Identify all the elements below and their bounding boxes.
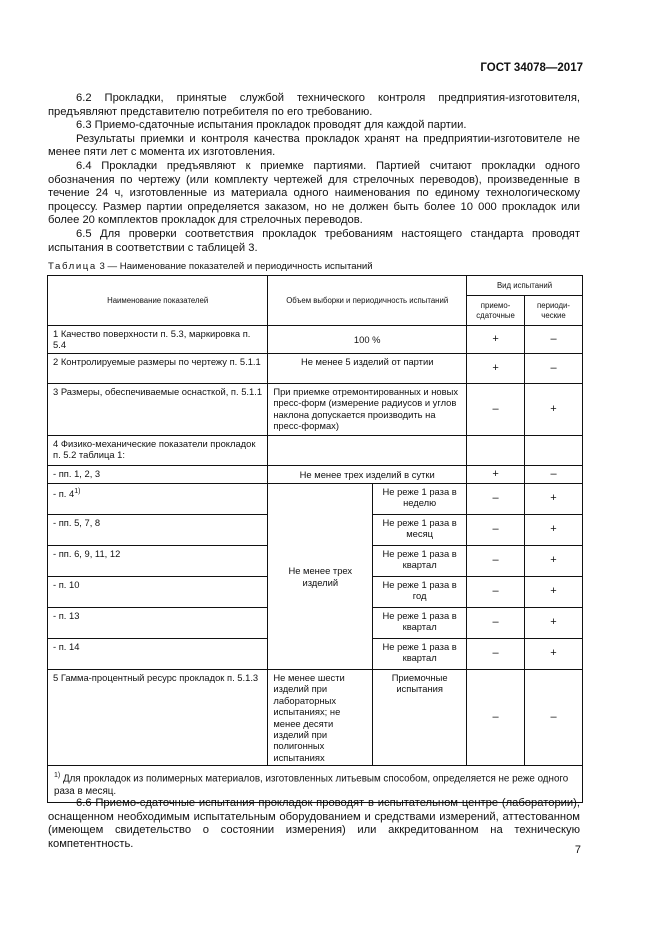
table-row [48, 436, 583, 466]
row4-volume-empty [268, 436, 467, 466]
paragraph-results: Результаты приемки и контроля качества прокладок хранят на предприятии-изготовителе не менее пяти лет с момента их изготовления. [48, 132, 580, 159]
footnote-ref: 1) [74, 488, 81, 495]
table-3 [47, 275, 583, 803]
row4b-acceptance: – [467, 484, 525, 515]
row2-volume: Не менее 5 изделий от партии [268, 354, 467, 384]
row4g-acceptance: – [467, 639, 525, 670]
row4-periodic-empty [525, 436, 583, 466]
header-periodic: периоди-ческие [525, 296, 583, 326]
row4d-periodic: + [525, 546, 583, 577]
row5-volume: Не менее шести изделий при лабораторных испытаниях; не менее десяти изделий при полигонных испытаниях [268, 670, 373, 766]
table-caption-label: Таблица [48, 261, 97, 272]
row4-name: 4 Физико-механические показатели прокладок п. 5.2 таблица 1: [48, 436, 268, 466]
table-row [48, 384, 583, 436]
paragraph-6-4: 6.4 Прокладки предъявляют к приемке партиями. Партией считают прокладки одного обозначения по чертежу (или комплекту чертежей для стрелочных переводов), произведенные в течение 24 ч, изготовленные из материала одного наименования по единому технологическому процессу. Размер партии определяется заказом, но не должен быть более 10 000 прокладок или более 20 комплектов прокладок для стрелочных переводов. [48, 159, 580, 227]
table-caption [48, 261, 373, 272]
row3-name: 3 Размеры, обеспечиваемые оснасткой, п. 5.1.1 [48, 384, 268, 436]
row4f-frequency: Не реже 1 раза в квартал [373, 608, 467, 639]
footnote-mark: 1) [54, 772, 61, 780]
row4d-frequency: Не реже 1 раза в квартал [373, 546, 467, 577]
merged-volume: Не менее трех изделий [268, 484, 373, 670]
row4d-name: - пп. 6, 9, 11, 12 [48, 546, 268, 577]
row3-volume: При приемке отремонтированных и новых пресс-форм (измерение радиусов и углов наклона допускается производить на пресс-формах) [268, 384, 467, 436]
row4a-periodic: – [525, 466, 583, 484]
row3-periodic: + [525, 384, 583, 436]
row5-acceptance: – [467, 670, 525, 766]
table-row [48, 670, 583, 766]
row4e-name: - п. 10 [48, 577, 268, 608]
row5-name: 5 Гамма-процентный ресурс прокладок п. 5.1.3 [48, 670, 268, 766]
row5-frequency: Приемочные испытания [373, 670, 467, 766]
row4f-periodic: + [525, 608, 583, 639]
table-row [48, 354, 583, 384]
row1-acceptance: + [467, 326, 525, 354]
row4a-acceptance: + [467, 466, 525, 484]
row4b-periodic: + [525, 484, 583, 515]
row4e-frequency: Не реже 1 раза в год [373, 577, 467, 608]
row4c-acceptance: – [467, 515, 525, 546]
table-row [48, 484, 583, 515]
header-volume: Объем выборки и периодичность испытаний [268, 276, 467, 326]
row4g-name: - п. 14 [48, 639, 268, 670]
page-number: 7 [574, 844, 581, 856]
row4g-periodic: + [525, 639, 583, 670]
document-header: ГОСТ 34078—2017 [480, 62, 583, 74]
row4b-name-text: - п. 4 [53, 488, 75, 500]
paragraph-6-6: 6.6 Приемо-сдаточные испытания прокладок проводят в испытательном центре (лаборатории), оснащенном необходимым испытательным оборудованием и средствами измерений, аттестованном (имеющем свидетельство о состоянии измерения) или аккредитованном на техническую компетентность. [48, 797, 580, 850]
row4c-periodic: + [525, 515, 583, 546]
row1-volume: 100 % [268, 326, 467, 354]
row4f-acceptance: – [467, 608, 525, 639]
row1-periodic: – [525, 326, 583, 354]
row4g-frequency: Не реже 1 раза в квартал [373, 639, 467, 670]
header-kind: Вид испытаний [467, 276, 583, 296]
header-name: Наименование показателей [48, 276, 268, 326]
table-row [48, 466, 583, 484]
row2-periodic: – [525, 354, 583, 384]
row2-name: 2 Контролируемые размеры по чертежу п. 5.1.1 [48, 354, 268, 384]
header-acceptance: приемо-сдаточные [467, 296, 525, 326]
row4e-acceptance: – [467, 577, 525, 608]
paragraph-6-5: 6.5 Для проверки соответствия прокладок требованиям настоящего стандарта проводят испытания в соответствии с таблицей 3. [48, 227, 580, 254]
row4e-periodic: + [525, 577, 583, 608]
row4a-name: - пп. 1, 2, 3 [48, 466, 268, 484]
table-caption-text: 3 — Наименование показателей и периодичность испытаний [99, 261, 373, 272]
row4b-frequency: Не реже 1 раза в неделю [373, 484, 467, 515]
row1-name: 1 Качество поверхности п. 5.3, маркировка п. 5.4 [48, 326, 268, 354]
paragraph-6-3: 6.3 Приемо-сдаточные испытания прокладок проводят для каждой партии. [76, 119, 467, 132]
row4-acceptance-empty [467, 436, 525, 466]
row4c-name: - пп. 5, 7, 8 [48, 515, 268, 546]
row4d-acceptance: – [467, 546, 525, 577]
paragraph-6-2: 6.2 Прокладки, принятые службой технического контроля предприятия-изготовителя, предъявляют представителю потребителя по его требованию. [48, 92, 580, 118]
row3-acceptance: – [467, 384, 525, 436]
row4c-frequency: Не реже 1 раза в месяц [373, 515, 467, 546]
row4b-name [48, 484, 268, 515]
body-text-bottom [48, 797, 580, 851]
body-text-top [48, 92, 580, 255]
table-row [48, 326, 583, 354]
row5-periodic: – [525, 670, 583, 766]
row4a-volume: Не менее трех изделий в сутки [268, 466, 467, 484]
footnote-text: Для прокладок из полимерных материалов, изготовленных литьевым способом, определяется не реже одного раза в месяц. [54, 773, 569, 797]
row4f-name: - п. 13 [48, 608, 268, 639]
row2-acceptance: + [467, 354, 525, 384]
